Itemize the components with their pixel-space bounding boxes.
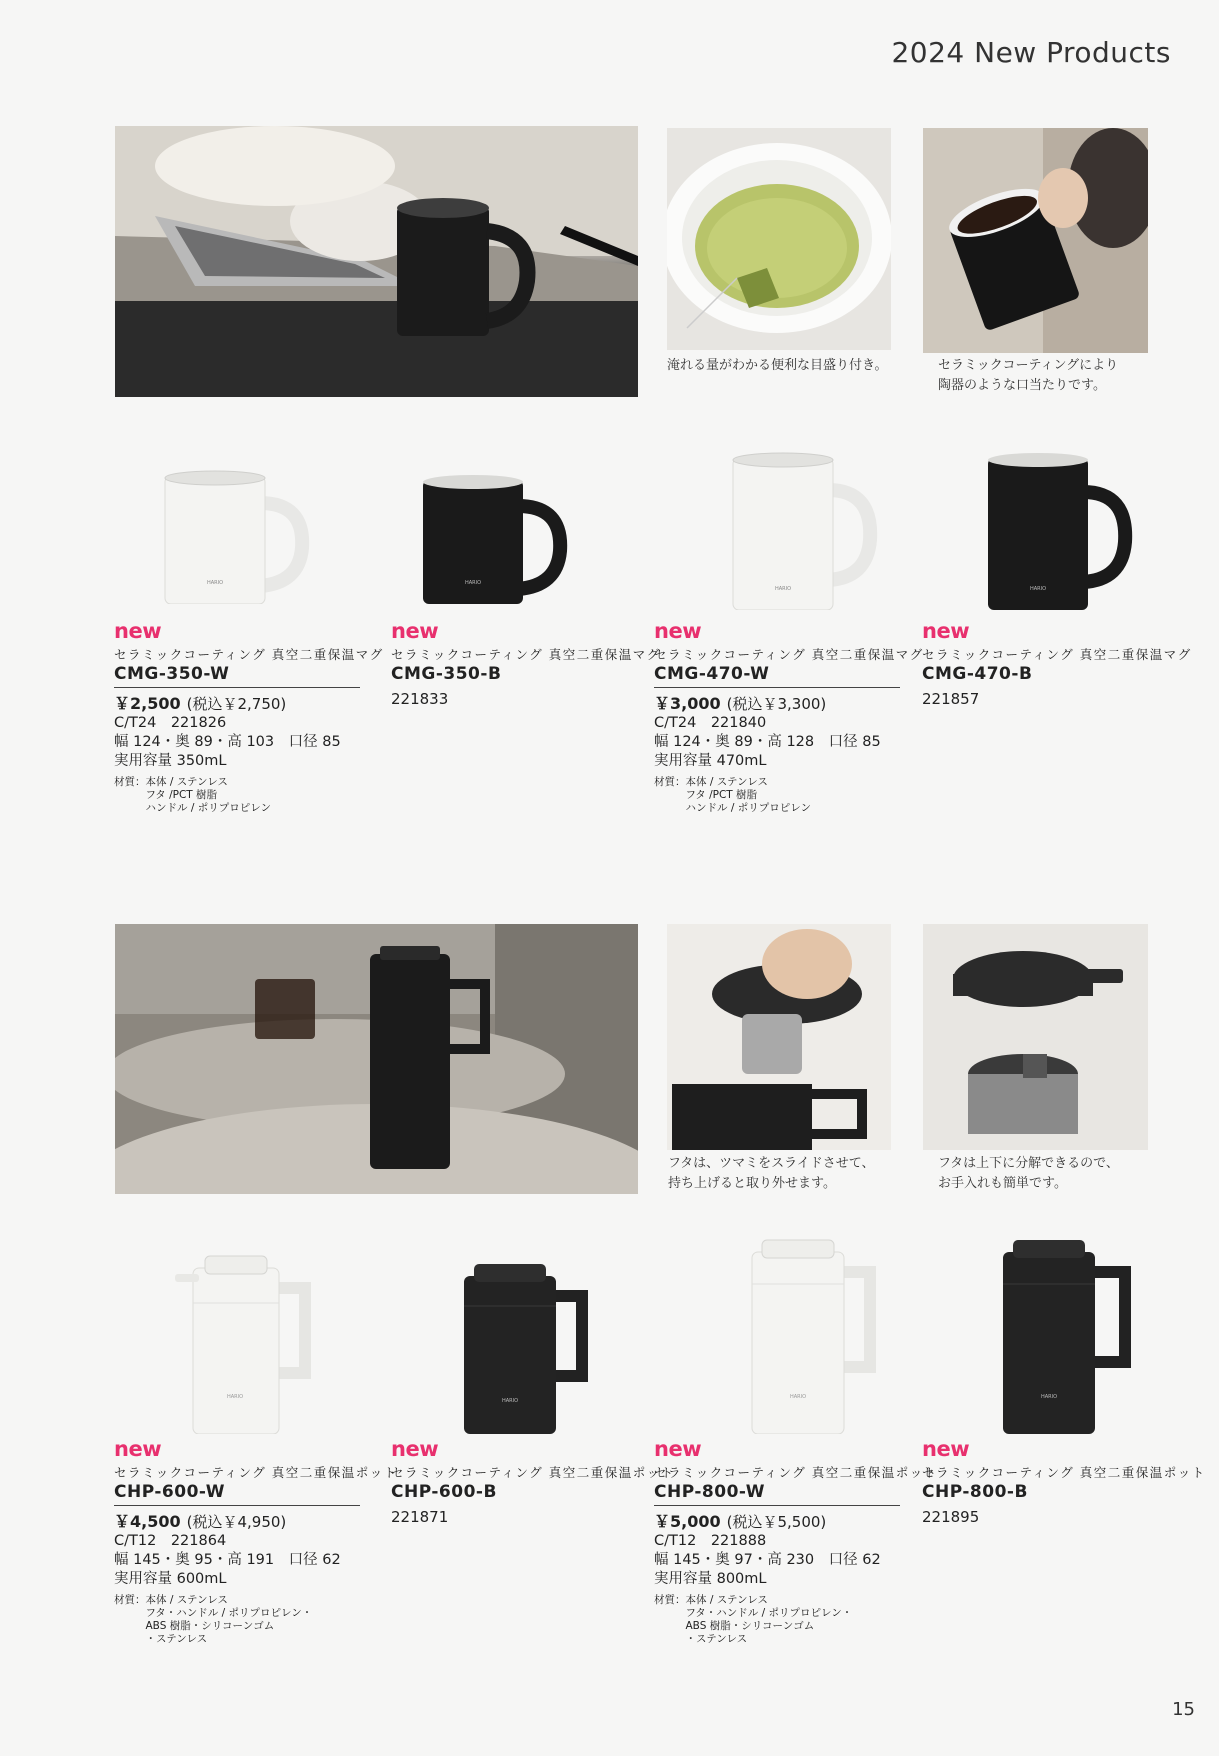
- price-value: ￥5,000: [654, 1512, 721, 1531]
- product-cmg-350-w: [114, 619, 384, 815]
- new-badge: new: [391, 1437, 439, 1461]
- new-badge: new: [114, 619, 162, 643]
- product-image-chp-800-b: [995, 1232, 1135, 1434]
- new-badge: new: [114, 1437, 162, 1461]
- product-cmg-470-w: [654, 619, 924, 815]
- pot-lifestyle-photo: [115, 924, 638, 1194]
- price: [114, 691, 364, 714]
- model-number: CHP-600-W: [114, 1482, 225, 1502]
- product-code: 221857: [922, 690, 980, 708]
- model-number: CMG-470-W: [654, 664, 770, 684]
- svg-text:HARIO: HARIO: [1040, 1394, 1058, 1400]
- materials: [114, 776, 364, 815]
- product-cmg-350-b: [391, 619, 661, 708]
- product-image-chp-800-w: [740, 1232, 880, 1434]
- product-name: セラミックコーティング 真空二重保温マグ: [391, 647, 661, 662]
- product-name: セラミックコーティング 真空二重保温ポット: [114, 1465, 398, 1480]
- price-tax: (税込￥2,750): [186, 695, 287, 713]
- green-tea-illustration: [667, 128, 891, 350]
- product-name: セラミックコーティング 真空二重保温ポット: [922, 1465, 1206, 1480]
- model-number: CHP-800-B: [922, 1482, 1028, 1502]
- svg-text:HARIO: HARIO: [226, 1394, 244, 1400]
- carton-code: C/T24 221826: [114, 715, 227, 731]
- capacity: 実用容量 600mL: [114, 1571, 227, 1587]
- model-number: CMG-350-W: [114, 664, 230, 684]
- mug-lifestyle-photo: [115, 126, 638, 397]
- model-number: CHP-800-W: [654, 1482, 765, 1502]
- divider: [654, 687, 900, 688]
- svg-text:HARIO: HARIO: [1029, 586, 1047, 592]
- materials-lines: 本体 / ステンレス フタ・ハンドル / ポリプロピレン・ ABS 樹脂・シリコーンゴム ・ステンレス: [145, 1594, 313, 1645]
- pot-lid-separate-photo: [923, 924, 1148, 1150]
- pot-lid-slide-photo: [667, 924, 891, 1150]
- divider: [114, 1505, 360, 1506]
- product-name: セラミックコーティング 真空二重保温ポット: [391, 1465, 675, 1480]
- materials-label: 材質：: [114, 1594, 146, 1606]
- green-tea-mug-photo: [667, 128, 891, 350]
- new-badge: new: [654, 619, 702, 643]
- pot-lid-separate-illustration: [923, 924, 1148, 1150]
- new-badge: new: [654, 1437, 702, 1461]
- product-name: セラミックコーティング 真空二重保温マグ: [922, 647, 1192, 662]
- product-image-cmg-350-b: [418, 474, 568, 604]
- capacity: 実用容量 470mL: [654, 753, 767, 769]
- dimensions: 幅 145・奥 97・高 230 口径 62: [654, 1552, 881, 1568]
- drinking-mug-photo: [923, 128, 1148, 353]
- price: [654, 1509, 904, 1532]
- product-image-cmg-470-b: [983, 452, 1133, 610]
- divider: [114, 687, 360, 688]
- capacity: 実用容量 350mL: [114, 753, 227, 769]
- materials-label: 材質：: [654, 1594, 686, 1606]
- divider: [654, 1505, 900, 1506]
- product-chp-800-w: [654, 1437, 938, 1646]
- price: [654, 691, 904, 714]
- product-code: 221833: [391, 690, 449, 708]
- materials: [654, 776, 904, 815]
- product-image-cmg-470-w: [728, 450, 878, 610]
- model-number: CMG-350-B: [391, 664, 502, 684]
- materials: [114, 1594, 364, 1646]
- new-badge: new: [391, 619, 439, 643]
- product-image-chp-600-w: [175, 1248, 315, 1434]
- caption-pot-lid-separate: フタは上下に分解できるので、 お手入れも簡単です。: [938, 1156, 1119, 1191]
- carton-code: C/T12 221888: [654, 1533, 767, 1549]
- product-name: セラミックコーティング 真空二重保温マグ: [114, 647, 384, 662]
- dimensions: 幅 145・奥 95・高 191 口径 62: [114, 1552, 341, 1568]
- svg-text:HARIO: HARIO: [774, 586, 792, 592]
- materials-lines: 本体 / ステンレス フタ /PCT 樹脂 ハンドル / ポリプロピレン: [685, 776, 811, 814]
- carton-code: C/T12 221864: [114, 1533, 227, 1549]
- model-number: CHP-600-B: [391, 1482, 497, 1502]
- product-cmg-470-b: [922, 619, 1192, 708]
- price-value: ￥4,500: [114, 1512, 181, 1531]
- product-name: セラミックコーティング 真空二重保温ポット: [654, 1465, 938, 1480]
- dimensions: 幅 124・奥 89・高 103 口径 85: [114, 734, 341, 750]
- price-value: ￥3,000: [654, 694, 721, 713]
- page-title: 2024 New Products: [891, 36, 1171, 69]
- drinking-illustration: [923, 128, 1148, 353]
- carton-code: C/T24 221840: [654, 715, 767, 731]
- materials-label: 材質：: [114, 776, 146, 788]
- new-badge: new: [922, 619, 970, 643]
- product-code: 221871: [391, 1508, 449, 1526]
- caption-mug-ceramic: セラミックコーティングにより 陶器のような口当たりです。: [938, 358, 1119, 393]
- materials-lines: 本体 / ステンレス フタ・ハンドル / ポリプロピレン・ ABS 樹脂・シリコーンゴム ・ステンレス: [685, 1594, 853, 1645]
- product-chp-600-b: [391, 1437, 675, 1526]
- product-code: 221895: [922, 1508, 980, 1526]
- price: [114, 1509, 364, 1532]
- caption-pot-lid-slide: フタは、ツマミをスライドさせて、 持ち上げると取り外せます。: [668, 1156, 875, 1191]
- svg-text:HARIO: HARIO: [206, 580, 224, 586]
- dimensions: 幅 124・奥 89・高 128 口径 85: [654, 734, 881, 750]
- price-tax: (税込￥5,500): [726, 1513, 827, 1531]
- svg-text:HARIO: HARIO: [501, 1398, 519, 1404]
- product-image-chp-600-b: [452, 1256, 592, 1434]
- price-tax: (税込￥3,300): [726, 695, 827, 713]
- mug-lifestyle-illustration: [115, 126, 638, 397]
- product-chp-800-b: [922, 1437, 1206, 1526]
- svg-text:HARIO: HARIO: [789, 1394, 807, 1400]
- materials-label: 材質：: [654, 776, 686, 788]
- product-image-cmg-350-w: [160, 468, 310, 604]
- model-number: CMG-470-B: [922, 664, 1033, 684]
- product-name: セラミックコーティング 真空二重保温マグ: [654, 647, 924, 662]
- caption-mug-scale: 淹れる量がわかる便利な目盛り付き。: [667, 358, 888, 373]
- pot-lifestyle-illustration: [115, 924, 638, 1194]
- product-chp-600-w: [114, 1437, 398, 1646]
- page-number: 15: [1172, 1699, 1195, 1720]
- materials-lines: 本体 / ステンレス フタ /PCT 樹脂 ハンドル / ポリプロピレン: [145, 776, 271, 814]
- capacity: 実用容量 800mL: [654, 1571, 767, 1587]
- materials: [654, 1594, 904, 1646]
- new-badge: new: [922, 1437, 970, 1461]
- pot-lid-slide-illustration: [667, 924, 891, 1150]
- price-tax: (税込￥4,950): [186, 1513, 287, 1531]
- price-value: ￥2,500: [114, 694, 181, 713]
- svg-text:HARIO: HARIO: [464, 580, 482, 586]
